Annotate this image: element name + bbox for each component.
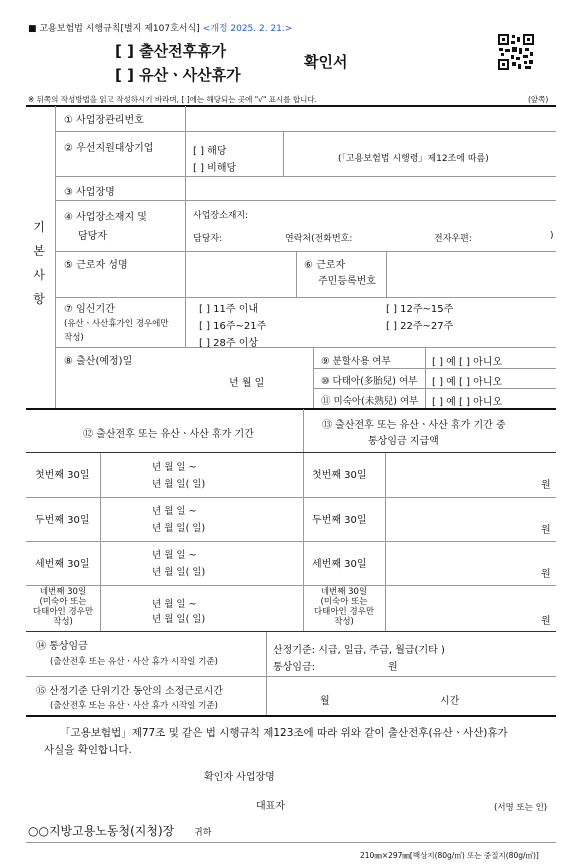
label-confirmer-company: 확인자 사업장명: [204, 772, 275, 783]
label-fourth-30-days: 네번째 30일 (미숙아 또는 다태아인 경우만 작성): [32, 587, 94, 627]
third-period-to[interactable]: 년 월 일( 일): [152, 567, 206, 578]
row-line: [313, 368, 556, 369]
row-line: [55, 176, 556, 177]
first-wage-unit: 원: [541, 480, 551, 491]
header-wage-paid: ⑬ 출산전후 또는 유산ㆍ사산 휴가 기간 중: [322, 420, 506, 431]
label-priority-company: ② 우선지원대상기업: [64, 143, 154, 154]
row-line: [26, 497, 556, 498]
label-second-30-days: 두번째 30일: [35, 515, 90, 526]
priority-note: (「고용보험법 시행령」제12조에 따름): [338, 154, 489, 164]
wage-basis-field[interactable]: 산정기준: 시급, 일급, 주급, 월급(기타 ): [273, 645, 445, 656]
row-line: [55, 131, 556, 132]
qr-code-icon: [498, 34, 534, 70]
third-wage-unit: 원: [541, 569, 551, 580]
checkbox-12-15-weeks[interactable]: [ ] 12주~15주: [386, 304, 454, 315]
worker-id-field[interactable]: [390, 254, 550, 294]
row-line: [55, 200, 556, 201]
label-pregnancy-note: (유산ㆍ사산휴가인 경우에만: [64, 319, 169, 329]
label-column-divider: [185, 297, 186, 347]
label-split-use: ⑨ 분할사용 여부: [321, 356, 391, 367]
second-period-from[interactable]: 년 월 일 ~: [152, 506, 197, 517]
second-period-to[interactable]: 년 월 일( 일): [152, 523, 206, 534]
checkbox-over-28-weeks[interactable]: [ ] 28주 이상: [199, 338, 259, 349]
email-field-label: 전자우편:: [434, 234, 472, 244]
phone-field-label: 연락처(전화번호:: [285, 234, 353, 244]
checkbox-22-27-weeks[interactable]: [ ] 22주~27주: [386, 321, 454, 332]
page-side: (앞쪽): [528, 95, 549, 104]
address-field-label: 사업장소재지:: [193, 211, 249, 221]
checkbox-priority-yes[interactable]: [ ] 해당: [193, 146, 227, 157]
label-third-30-days-wage: 세번째 30일: [312, 559, 367, 570]
workplace-name-field[interactable]: [190, 180, 550, 198]
label-workplace-number: ① 사업장관리번호: [64, 115, 144, 126]
title-prenatal-leave: [ ] 출산전후휴가: [115, 42, 227, 60]
footer-line: [26, 842, 556, 843]
contact-person-field-label: 담당자:: [193, 234, 223, 244]
cell-divider: [386, 252, 387, 297]
label-worker-id: ⑥ 근로자: [304, 260, 346, 271]
title-confirmation: 확인서: [304, 53, 348, 71]
third-period-from[interactable]: 년 월 일 ~: [152, 550, 197, 561]
checkbox-multiple-birth[interactable]: [ ] 예 [ ] 아니오: [432, 377, 503, 388]
fourth-wage-unit: 원: [541, 616, 551, 627]
instruction-note: ※ 뒤쪽의 작성방법을 읽고 작성하시기 바라며, [ ]에는 해당되는 곳에 "√" 표시를 합니다.: [28, 95, 318, 104]
honorific: 귀하: [194, 828, 212, 838]
header-wage-paid-sub: 통상임금 지급액: [368, 436, 439, 447]
label-third-30-days: 세번째 30일: [35, 559, 90, 570]
row-line: [26, 585, 556, 586]
checkbox-premature[interactable]: [ ] 예 [ ] 아니오: [432, 397, 503, 408]
workplace-number-field[interactable]: [190, 110, 550, 128]
label-workplace-name: ③ 사업장명: [64, 187, 115, 198]
paper-spec: 210㎜×297㎜[백상지(80g/㎡) 또는 중질지(80g/㎡)]: [360, 851, 539, 860]
close-paren: ): [550, 231, 554, 241]
row-line: [313, 388, 556, 389]
first-period-to[interactable]: 년 월 일( 일): [152, 479, 206, 490]
label-birth-date: ⑧ 출산(예정)일: [64, 356, 133, 367]
label-pregnancy-period: ⑦ 임신기간: [64, 304, 115, 315]
ordinary-wage-field[interactable]: 통상임금:: [273, 662, 316, 673]
fourth-period-from[interactable]: 년 월 일 ~: [152, 599, 197, 610]
section-border: [26, 408, 556, 410]
cell-divider: [313, 348, 314, 408]
working-hours-unit[interactable]: 시간: [440, 696, 460, 707]
period-divider: [100, 453, 101, 631]
row-line: [55, 347, 556, 348]
section-divider: [55, 106, 56, 408]
revision-date: <개정 2025. 2. 21.>: [202, 24, 293, 34]
row-line: [55, 297, 556, 298]
row-line: [26, 676, 556, 677]
label-fourth-30-days-wage: 네번째 30일 (미숙아 또는 다태아인 경우만 작성): [313, 587, 375, 627]
label-pregnancy-note-2: 작성): [64, 333, 84, 343]
section-border: [26, 715, 556, 717]
worker-name-field[interactable]: [190, 254, 292, 294]
label-worker-name: ⑤ 근로자 성명: [64, 260, 128, 271]
title-miscarriage-leave: [ ] 유산ㆍ사산휴가: [115, 66, 241, 84]
working-hours-month[interactable]: 월: [320, 696, 330, 707]
cell-divider: [266, 632, 267, 676]
section-label-basic: 기 본 사 항: [33, 220, 45, 306]
confirmation-text-2: 사실을 확인합니다.: [44, 744, 132, 756]
header-leave-period: ⑫ 출산전후 또는 유산ㆍ사산 휴가 기간: [83, 429, 254, 440]
label-contact-person: 담당자: [78, 231, 107, 242]
cell-divider: [296, 252, 297, 297]
first-period-from[interactable]: 년 월 일 ~: [152, 462, 197, 473]
row-line: [26, 452, 556, 453]
table-top-border: [26, 105, 556, 107]
signature-field[interactable]: (서명 또는 인): [494, 803, 548, 813]
label-first-30-days-wage: 첫번째 30일: [312, 470, 367, 481]
checkbox-under-11-weeks[interactable]: [ ] 11주 이내: [199, 304, 259, 315]
confirmation-text: 「고용보험법」제77조 및 같은 법 시행규칙 제123조에 따라 위와 같이 출산전후(유산ㆍ사산)휴가: [60, 727, 508, 739]
label-ordinary-wage: ⑭ 통상임금: [36, 641, 88, 652]
label-working-hours: ⑮ 산정기준 단위기간 동안의 소정근로시간: [36, 686, 223, 697]
fourth-period-to[interactable]: 년 월 일( 일): [152, 614, 206, 625]
label-workplace-address: ④ 사업장소재지 및: [64, 212, 147, 223]
label-premature: ⑪ 미숙아(未熟兒) 여부: [321, 396, 419, 407]
period-divider: [303, 409, 304, 631]
checkbox-split-use[interactable]: [ ] 예 [ ] 아니오: [432, 357, 503, 368]
checkbox-16-21-weeks[interactable]: [ ] 16주~21주: [199, 321, 267, 332]
checkbox-priority-no[interactable]: [ ] 비해당: [193, 163, 237, 174]
cell-divider: [425, 348, 426, 408]
label-representative: 대표자: [256, 801, 285, 812]
label-worker-id-sub: 주민등록번호: [318, 276, 376, 287]
row-line: [26, 541, 556, 542]
cell-divider: [283, 132, 284, 176]
form-reference: ■ 고용보험법 시행규칙[별지 제107호서식] <개정 2025. 2. 21.>: [28, 24, 293, 34]
cell-divider: [266, 677, 267, 715]
second-wage-unit: 원: [541, 525, 551, 536]
label-ordinary-wage-sub: (출산전후 또는 유산ㆍ사산 휴가 시작일 기준): [50, 657, 218, 667]
label-multiple-birth: ⑩ 다태아(多胎兒) 여부: [321, 376, 418, 387]
birth-date-field[interactable]: 년 월 일: [229, 378, 265, 389]
row-line: [55, 251, 556, 252]
addressee: ○○지방고용노동청(지청)장: [28, 824, 175, 838]
row-line: [26, 631, 556, 632]
ordinary-wage-unit: 원: [388, 662, 398, 673]
label-first-30-days: 첫번째 30일: [35, 470, 90, 481]
label-working-hours-sub: (출산전후 또는 유산ㆍ사산 휴가 시작일 기준): [50, 701, 218, 711]
period-divider: [385, 453, 386, 631]
label-second-30-days-wage: 두번째 30일: [312, 515, 367, 526]
